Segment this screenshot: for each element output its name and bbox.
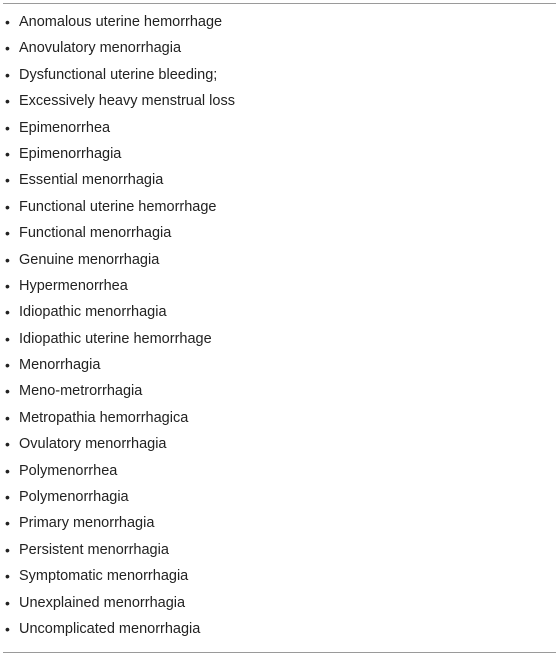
term-text: Epimenorrhagia: [19, 145, 122, 162]
list-item: [0, 194, 235, 220]
list-item: [0, 590, 235, 616]
term-text: Uncomplicated menorrhagia: [19, 620, 201, 637]
term-text: Primary menorrhagia: [19, 515, 155, 532]
term-text: Idiopathic menorrhagia: [19, 304, 167, 321]
list-item: [0, 431, 235, 457]
list-item: [0, 141, 235, 167]
bullet-icon: •: [5, 462, 10, 479]
bullet-icon: •: [5, 594, 10, 611]
list-item: [0, 88, 235, 114]
list-item: [0, 326, 235, 352]
term-text: Polymenorrhea: [19, 462, 118, 479]
list-item: [0, 563, 235, 589]
list-item: [0, 220, 235, 246]
list-item: [0, 247, 235, 273]
term-text: Hypermenorrhea: [19, 277, 128, 294]
term-text: Meno-metrorrhagia: [19, 383, 143, 400]
term-list: [0, 9, 235, 642]
term-text: Epimenorrhea: [19, 119, 111, 136]
term-text: Anomalous uterine hemorrhage: [19, 14, 223, 30]
term-text: Menorrhagia: [19, 357, 101, 374]
list-item: [0, 115, 235, 141]
term-text: Dysfunctional uterine bleeding;: [19, 66, 218, 83]
bullet-icon: •: [5, 66, 10, 83]
term-text: Unexplained menorrhagia: [19, 594, 186, 611]
bullet-icon: •: [5, 541, 10, 558]
bullet-icon: •: [5, 304, 10, 321]
term-text: Excessively heavy menstrual loss: [19, 93, 235, 110]
list-item: [0, 273, 235, 299]
list-item: [0, 458, 235, 484]
list-item: [0, 9, 235, 35]
list-item: [0, 299, 235, 325]
bullet-icon: •: [5, 436, 10, 453]
list-item: [0, 510, 235, 536]
list-item: [0, 35, 235, 61]
bullet-icon: •: [5, 277, 10, 294]
term-text: Idiopathic uterine hemorrhage: [19, 330, 212, 347]
term-text: Persistent menorrhagia: [19, 541, 169, 558]
list-item: [0, 484, 235, 510]
term-text: Ovulatory menorrhagia: [19, 436, 167, 453]
term-text: Symptomatic menorrhagia: [19, 568, 189, 585]
bullet-icon: •: [5, 225, 10, 242]
term-text: Essential menorrhagia: [19, 172, 164, 189]
term-text: Functional menorrhagia: [19, 225, 172, 242]
term-text: Functional uterine hemorrhage: [19, 198, 217, 215]
list-item: [0, 352, 235, 378]
list-item: [0, 616, 235, 642]
bullet-icon: •: [5, 409, 10, 426]
term-text: Metropathia hemorrhagica: [19, 409, 189, 426]
bullet-icon: •: [5, 620, 10, 637]
bullet-icon: •: [5, 357, 10, 374]
list-item: [0, 405, 235, 431]
bullet-icon: •: [5, 172, 10, 189]
bullet-icon: •: [5, 330, 10, 347]
bullet-icon: •: [5, 93, 10, 110]
bullet-icon: •: [5, 515, 10, 532]
bullet-icon: •: [5, 119, 10, 136]
list-item: [0, 378, 235, 404]
bullet-icon: •: [5, 251, 10, 268]
bullet-icon: •: [5, 14, 10, 30]
term-text: Anovulatory menorrhagia: [19, 40, 182, 57]
list-item: [0, 167, 235, 193]
term-text: Polymenorrhagia: [19, 489, 129, 506]
list-item: [0, 537, 235, 563]
table-bottom-rule: [3, 652, 556, 653]
term-text: Genuine menorrhagia: [19, 251, 160, 268]
bullet-icon: •: [5, 198, 10, 215]
bullet-icon: •: [5, 489, 10, 506]
table-top-rule: [3, 3, 556, 4]
list-item: [0, 62, 235, 88]
bullet-icon: •: [5, 383, 10, 400]
bullet-icon: •: [5, 40, 10, 57]
bullet-icon: •: [5, 568, 10, 585]
bullet-icon: •: [5, 145, 10, 162]
